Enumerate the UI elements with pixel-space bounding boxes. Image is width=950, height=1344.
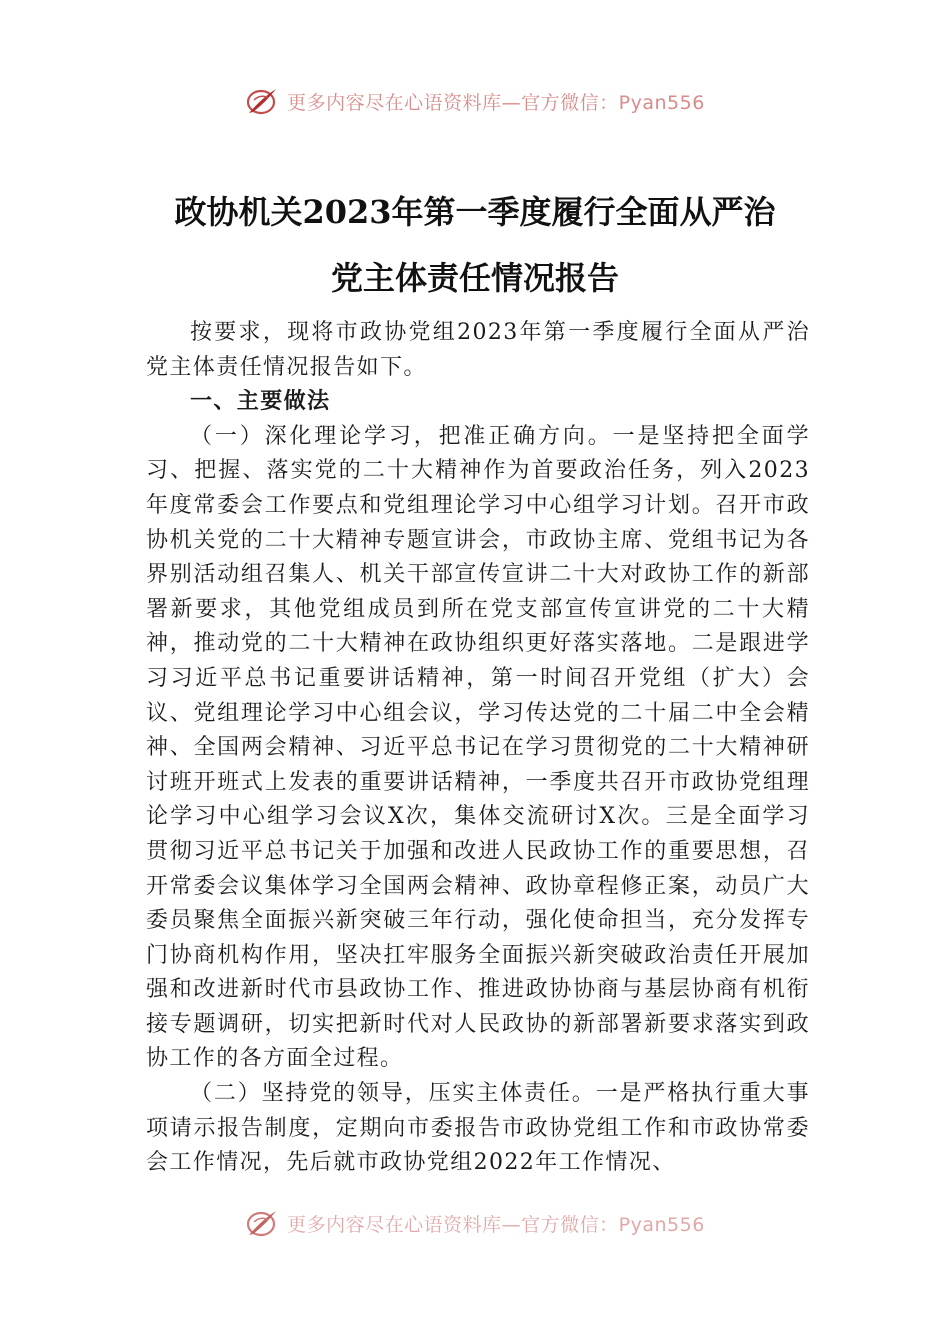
- document-title-line-2: 党主体责任情况报告: [330, 259, 619, 297]
- watermark-header: [0, 86, 950, 116]
- paragraph-1-lead: （一）深化理论学习，把准正确方向。: [190, 423, 613, 449]
- paragraph-2: [146, 1077, 810, 1181]
- paragraph-2-body: 一是严格执行重大事项请示报告制度，定期向市委报告市政协党组工作和市政协常委会工作情况，先后就市政协党组2022年工作情况、: [146, 1081, 810, 1176]
- watermark-footer: [0, 1208, 950, 1238]
- paragraph-1: [146, 420, 810, 1077]
- section-heading: 一、主要做法: [190, 389, 331, 415]
- paragraph-1-body: 一是坚持把全面学习、把握、落实党的二十大精神作为首要政治任务，列入2023年度常委会工作要点和党组理论学习中心组学习计划。召开市政协机关党的二十大精神专题宣讲会，市政协主席、党组书记为各界别活动组召集人、机关干部宣传宣讲二十大对政协工作的新部署新要求，其他党组成员到所在党支部宣传宣讲党的二十大精神，推动党的二十大精神在政协组织更好落实落地。二是跟进学习习近平总书记重要讲话精神，第一时间召开党组（扩大）会议、党组理论学习中心组会议，学习传达党的二十届二中全会精神、全国两会精神、习近平总书记在学习贯彻党的二十大精神研讨班开班式上发表的重要讲话精神，一季度共召开市政协党组理论学习中心组学习会议X次，集体交流研讨X次。三是全面学习贯彻习近平总书记关于加强和改进人民政协工作的重要思想，召开常委会议集体学习全国两会精神、政协章程修正案，动员广大委员聚焦全面振兴新突破三年行动，强化使命担当，充分发挥专门协商机构作用，坚决扛牢服务全面振兴新突破政治责任开展加强和改进新时代市县政协工作、推进政协协商与基层协商有机衔接专题调研，切实把新时代对人民政协的新部署新要求落实到政协工作的各方面全过程。: [146, 423, 810, 1072]
- paragraph-2-lead: （二）坚持党的领导，压实主体责任。: [190, 1081, 596, 1107]
- document-body: [146, 316, 810, 1181]
- watermark-text: 更多内容尽在心语资料库—官方微信：Pyan556: [287, 91, 705, 114]
- quill-logo-icon: [245, 86, 279, 116]
- watermark-text: 更多内容尽在心语资料库—官方微信：Pyan556: [287, 1213, 705, 1236]
- intro-paragraph: 按要求，现将市政协党组2023年第一季度履行全面从严治党主体责任情况报告如下。: [146, 320, 810, 380]
- document-title-line-1: 政协机关2023年第一季度履行全面从严治: [174, 193, 776, 231]
- quill-logo-icon: [245, 1208, 279, 1238]
